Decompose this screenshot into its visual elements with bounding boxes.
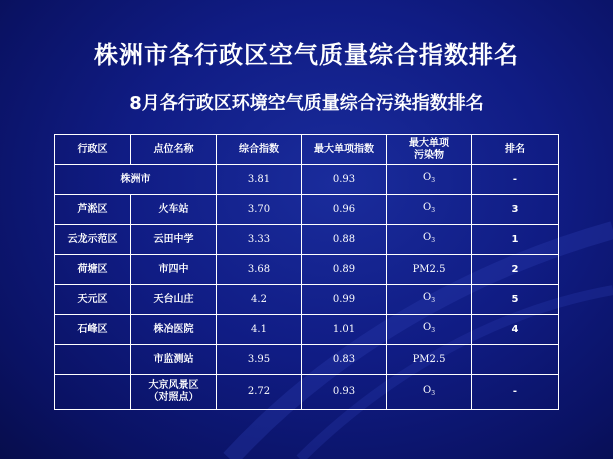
pollutant-subscript: 3 — [431, 237, 436, 244]
pollutant-name: PM2.5 — [412, 263, 446, 275]
pollutant-subscript: 3 — [431, 297, 436, 304]
composite-index-cell: 3.70 — [217, 195, 302, 225]
pollutant-subscript: 3 — [431, 177, 436, 184]
pollutant-name: O — [422, 322, 432, 333]
max-single-index-cell: 1.01 — [302, 315, 387, 345]
pollutant-name: O — [422, 384, 432, 396]
max-pollutant-cell — [387, 315, 472, 345]
pollutant-subscript: 3 — [431, 327, 436, 334]
district-cell: 石峰区 — [55, 315, 131, 345]
pollutant-subscript: 3 — [431, 207, 436, 214]
max-pollutant-cell — [387, 165, 472, 195]
max-single-index-cell: 0.96 — [302, 195, 387, 225]
district-cell — [55, 375, 131, 410]
composite-index-cell: 2.72 — [217, 375, 302, 410]
column-header: 排名 — [472, 135, 559, 165]
column-header: 行政区 — [55, 135, 131, 165]
table-row — [55, 345, 559, 375]
max-pollutant-cell — [387, 375, 472, 410]
composite-index-cell: 4.2 — [217, 285, 302, 315]
ranking-table — [54, 134, 559, 410]
table-row — [55, 255, 559, 285]
pollutant-name: PM2.5 — [412, 353, 446, 365]
pollutant-name: O — [422, 202, 432, 213]
rank-cell: 4 — [472, 315, 559, 345]
max-single-index-cell: 0.89 — [302, 255, 387, 285]
pollutant-name: O — [422, 292, 432, 303]
rank-cell: 3 — [472, 195, 559, 225]
composite-index-cell: 3.95 — [217, 345, 302, 375]
district-cell: 云龙示范区 — [55, 225, 131, 255]
page-title: 株洲市各行政区空气质量综合指数排名 — [94, 41, 519, 69]
district-cell: 荷塘区 — [55, 255, 131, 285]
max-single-index-cell: 0.93 — [302, 375, 387, 410]
composite-index-cell: 3.33 — [217, 225, 302, 255]
district-cell — [55, 345, 131, 375]
column-header: 最大单项指数 — [302, 135, 387, 165]
max-single-index-cell: 0.93 — [302, 165, 387, 195]
table-header-row — [55, 135, 559, 165]
max-pollutant-cell — [387, 195, 472, 225]
rank-cell: 5 — [472, 285, 559, 315]
site-cell: 市四中 — [131, 255, 217, 285]
table-row — [55, 375, 559, 410]
pollutant-name: O — [422, 232, 432, 243]
rank-cell: - — [472, 165, 559, 195]
rank-cell: - — [472, 375, 559, 410]
rank-cell: 2 — [472, 255, 559, 285]
max-pollutant-cell — [387, 285, 472, 315]
table-row — [55, 225, 559, 255]
site-cell: 大京风景区 （对照点） — [131, 375, 217, 410]
district-cell: 芦淞区 — [55, 195, 131, 225]
max-single-index-cell: 0.83 — [302, 345, 387, 375]
column-header: 最大单项 污染物 — [387, 135, 472, 165]
rank-cell: 1 — [472, 225, 559, 255]
site-cell: 株冶医院 — [131, 315, 217, 345]
page-subtitle: 8月各行政区环境空气质量综合污染指数排名 — [129, 93, 484, 114]
table-row — [55, 165, 559, 195]
composite-index-cell: 3.81 — [217, 165, 302, 195]
composite-index-cell: 4.1 — [217, 315, 302, 345]
rank-cell — [472, 345, 559, 375]
max-pollutant-cell — [387, 225, 472, 255]
site-cell: 市监测站 — [131, 345, 217, 375]
pollutant-name: O — [422, 172, 432, 183]
site-cell: 火车站 — [131, 195, 217, 225]
column-header: 综合指数 — [217, 135, 302, 165]
max-single-index-cell: 0.99 — [302, 285, 387, 315]
site-cell: 云田中学 — [131, 225, 217, 255]
max-pollutant-cell — [387, 255, 472, 285]
column-header: 点位名称 — [131, 135, 217, 165]
pollutant-subscript: 3 — [431, 389, 436, 397]
max-single-index-cell: 0.88 — [302, 225, 387, 255]
district-cell: 株洲市 — [55, 165, 217, 195]
max-pollutant-cell — [387, 345, 472, 375]
table-row — [55, 195, 559, 225]
composite-index-cell: 3.68 — [217, 255, 302, 285]
district-cell: 天元区 — [55, 285, 131, 315]
table-row — [55, 285, 559, 315]
site-cell: 天台山庄 — [131, 285, 217, 315]
table-row — [55, 315, 559, 345]
